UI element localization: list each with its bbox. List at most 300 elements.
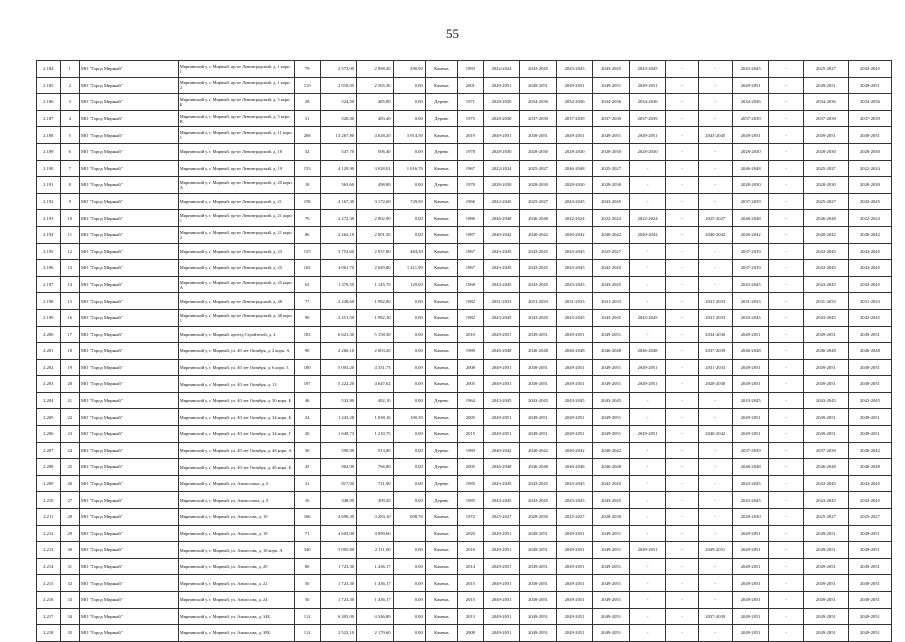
table-cell: 2043-2045 <box>483 243 520 260</box>
table-cell: 2049-2051 <box>520 542 557 559</box>
table-cell: 2043-2045 <box>520 260 557 277</box>
table-cell: 3 172,60 <box>357 193 394 210</box>
table-cell: - <box>769 61 803 78</box>
table-cell: 2049-2051 <box>593 376 630 393</box>
table-cell: 2049-2051 <box>483 592 520 609</box>
table-cell: - <box>769 193 803 210</box>
table-cell: - <box>698 459 732 476</box>
table-cell: 563,60 <box>320 177 357 194</box>
table-cell: 2040-2042 <box>520 442 557 459</box>
table-cell: - <box>769 592 803 609</box>
table-cell: 2049-2051 <box>593 409 630 426</box>
table-cell: - <box>629 160 666 177</box>
table-cell: Мирнинский у, г. Мирный, ул. Аммосова, д. 34Б <box>178 608 294 625</box>
table-cell: 158 <box>294 193 320 210</box>
table-cell: 2028-2030 <box>556 143 593 160</box>
table-cell: 2046-2048 <box>593 343 630 360</box>
table-cell: 16 <box>60 309 79 326</box>
table-cell: 2043-2045 <box>593 193 630 210</box>
table-cell: 2049-2051 <box>483 558 520 575</box>
table-cell: 2046-2048 <box>803 343 848 360</box>
table-cell: 2028-2030 <box>848 177 891 194</box>
table-cell: Камень <box>425 592 457 609</box>
table-cell: 18 <box>60 343 79 360</box>
table-cell: 2.187 <box>37 110 61 127</box>
table-cell: МО "Город Мирный" <box>79 260 178 277</box>
table-cell: Мирнинский у, г. Мирный, ул. Аммосова, д. 10 <box>178 509 294 526</box>
table-cell: 80 <box>294 558 320 575</box>
table-cell: 1964 <box>458 392 484 409</box>
table-cell: 45 <box>294 459 320 476</box>
table-cell: 2049-2051 <box>848 127 891 144</box>
table-cell: 0,00 <box>393 492 425 509</box>
table-cell: 2005 <box>458 376 484 393</box>
table-cell: 2043-2045 <box>520 243 557 260</box>
table-cell: 2049-2051 <box>520 575 557 592</box>
table-cell: 110 <box>294 77 320 94</box>
table-cell: 1 982,10 <box>357 309 394 326</box>
table-cell: 22 <box>60 409 79 426</box>
table-cell: 33 <box>60 592 79 609</box>
table-cell: 2049-2051 <box>593 592 630 609</box>
table-cell: - <box>666 509 698 526</box>
table-body <box>37 61 892 642</box>
table-cell: - <box>666 376 698 393</box>
table-row <box>37 459 892 476</box>
table-cell: 2.201 <box>37 343 61 360</box>
table-cell: - <box>769 426 803 443</box>
table-cell: 2028-2030 <box>629 143 666 160</box>
table-cell: - <box>769 309 803 326</box>
table-cell: Мирнинский у, г. Мирный, пр-кт Ленинградский, д. 23 <box>178 243 294 260</box>
table-cell: Камень <box>425 210 457 227</box>
table-cell: 2043-2045 <box>803 260 848 277</box>
table-cell: МО "Город Мирный" <box>79 442 178 459</box>
table-cell: 2005 <box>458 459 484 476</box>
table-cell: - <box>666 226 698 243</box>
table-cell: - <box>769 94 803 111</box>
table-row <box>37 558 892 575</box>
table-cell: - <box>698 625 732 642</box>
table-cell: 4 167,30 <box>320 193 357 210</box>
table-cell: 26 <box>60 475 79 492</box>
table-cell: 1 436,17 <box>357 575 394 592</box>
table-cell: 2046-2048 <box>520 343 557 360</box>
table-cell: 506,40 <box>357 143 394 160</box>
table-cell: 31 <box>294 110 320 127</box>
table-cell: 2037-2039 <box>848 110 891 127</box>
table-cell: 2049-2051 <box>803 542 848 559</box>
table-cell: 70 <box>294 210 320 227</box>
table-cell: 2049-2051 <box>593 542 630 559</box>
table-cell: 2.200 <box>37 326 61 343</box>
table-cell: - <box>666 475 698 492</box>
table-cell: 2043-2045 <box>556 309 593 326</box>
table-cell: 1 <box>60 61 79 78</box>
table-cell: 2 003,20 <box>357 343 394 360</box>
table-cell: 2040-2042 <box>848 442 891 459</box>
table-cell: 2043-2045 <box>520 61 557 78</box>
table-cell: 1968 <box>458 276 484 293</box>
table-cell: 2049-2051 <box>520 625 557 642</box>
table-cell: 1985 <box>458 492 484 509</box>
table-row <box>37 260 892 277</box>
table-cell: 0,00 <box>393 475 425 492</box>
table-cell: - <box>629 409 666 426</box>
table-cell: - <box>698 442 732 459</box>
table-cell: 2049-2051 <box>629 376 666 393</box>
table-cell: 1971 <box>458 94 484 111</box>
table-cell: 2028-2030 <box>732 177 769 194</box>
table-row <box>37 177 892 194</box>
table-cell: МО "Город Мирный" <box>79 608 178 625</box>
table-cell: 2049-2051 <box>629 127 666 144</box>
table-cell: Мирнинский у, г. Мирный, проезд Стройтелей, д. 2 <box>178 326 294 343</box>
table-cell: - <box>629 177 666 194</box>
table-cell: 4 628,20 <box>357 127 394 144</box>
table-cell: 1 723,30 <box>320 575 357 592</box>
table-cell: - <box>666 61 698 78</box>
table-cell: 2 179,60 <box>357 625 394 642</box>
table-cell: - <box>698 492 732 509</box>
table-cell: 309,20 <box>357 492 394 509</box>
table-cell: 2025-2027 <box>593 160 630 177</box>
table-cell: 2.218 <box>37 625 61 642</box>
table-cell: 484,30 <box>393 243 425 260</box>
table-row <box>37 376 892 393</box>
table-cell: Мирнинский у, г. Мирный, ул. Аммосова, д. 18 корп. А <box>178 542 294 559</box>
table-cell: 2 248,60 <box>320 293 357 310</box>
table-cell: 2043-2045 <box>520 276 557 293</box>
table-cell: 0,00 <box>393 376 425 393</box>
table-cell: 19 <box>60 359 79 376</box>
table-cell: Мирнинский у, г. Мирный, ул. 40 лет Октября, д. 34 корп. Г <box>178 426 294 443</box>
table-cell: 2046-2048 <box>732 459 769 476</box>
table-cell: - <box>769 442 803 459</box>
table-cell: 2031-2033 <box>556 293 593 310</box>
table-cell: 3 283,10 <box>357 509 394 526</box>
table-cell: Мирнинский у, г. Мирный, ул. 40 лет Октября, д. 46 корп. А <box>178 442 294 459</box>
table-row <box>37 293 892 310</box>
table-cell: - <box>769 276 803 293</box>
table-cell: 904,90 <box>320 459 357 476</box>
table-cell: 2046-2048 <box>556 343 593 360</box>
table-cell: 2046-2048 <box>520 459 557 476</box>
table-cell: 2049-2051 <box>848 608 891 625</box>
table-cell: 2046-2048 <box>483 459 520 476</box>
table-cell: 10 <box>60 210 79 227</box>
table-cell: 2031-2033 <box>698 293 732 310</box>
table-cell: 2 002,90 <box>357 210 394 227</box>
table-cell: 79 <box>294 61 320 78</box>
table-cell: - <box>769 542 803 559</box>
table-cell: 2.216 <box>37 592 61 609</box>
table-cell: 2034-2036 <box>593 94 630 111</box>
table-row <box>37 575 892 592</box>
table-cell: 2.205 <box>37 409 61 426</box>
table-cell: 27 <box>60 492 79 509</box>
table-cell: 14 <box>60 276 79 293</box>
table-cell: 2049-2051 <box>803 376 848 393</box>
table-cell: 2013 <box>458 608 484 625</box>
table-cell: Камень <box>425 625 457 642</box>
table-cell: Мирнинский у, г. Мирный, ул. Аммосовых, д. 8 <box>178 492 294 509</box>
table-cell: - <box>629 492 666 509</box>
table-cell: 2043-2045 <box>483 392 520 409</box>
table-cell: 77 <box>294 293 320 310</box>
table-row <box>37 442 892 459</box>
table-cell: 2049-2051 <box>732 376 769 393</box>
table-cell: 2049-2051 <box>848 426 891 443</box>
table-cell: 2046-2048 <box>803 210 848 227</box>
table-cell: МО "Город Мирный" <box>79 193 178 210</box>
table-row <box>37 110 892 127</box>
table-cell: Дерево <box>425 177 457 194</box>
table-cell: - <box>769 243 803 260</box>
table-cell: 2 001,50 <box>357 226 394 243</box>
table-cell: 2037-2039 <box>732 110 769 127</box>
table-cell: 0,00 <box>393 94 425 111</box>
table-row <box>37 542 892 559</box>
table-cell: 2043-2045 <box>803 309 848 326</box>
table-cell: 2049-2051 <box>629 542 666 559</box>
table-cell: Дерево <box>425 459 457 476</box>
table-cell: 2025-2027 <box>483 509 520 526</box>
table-cell: 1 723,30 <box>320 558 357 575</box>
table-cell: - <box>629 592 666 609</box>
table-cell: 2046-2048 <box>483 210 520 227</box>
table-cell: 2 523,10 <box>320 625 357 642</box>
table-cell: 2015 <box>458 426 484 443</box>
table-cell: 0,00 <box>393 226 425 243</box>
table-cell: 2043-2045 <box>556 243 593 260</box>
table-cell: 2034-2036 <box>556 94 593 111</box>
table-cell: 29 <box>60 525 79 542</box>
table-cell: 2028-2030 <box>520 177 557 194</box>
table-cell: 2043-2045 <box>593 475 630 492</box>
table-cell: 2049-2051 <box>732 326 769 343</box>
table-cell: 2049-2051 <box>556 127 593 144</box>
table-cell: 2049-2051 <box>483 525 520 542</box>
table-cell: 2 251,50 <box>320 309 357 326</box>
table-cell: 4 647,62 <box>357 376 394 393</box>
table-cell: 2049-2051 <box>556 409 593 426</box>
table-cell: - <box>666 293 698 310</box>
table-cell: - <box>769 575 803 592</box>
table-cell: 5 <box>60 127 79 144</box>
table-cell: 2025-2027 <box>803 509 848 526</box>
table-cell: - <box>769 558 803 575</box>
table-cell: МО "Город Мирный" <box>79 509 178 526</box>
table-cell: 2015 <box>458 592 484 609</box>
table-cell: 2.217 <box>37 608 61 625</box>
table-cell: 0,00 <box>393 77 425 94</box>
table-cell: Мирнинский у, г. Мирный, пр-кт Ленинградский, д. 5 корп. В <box>178 110 294 127</box>
table-cell: 2043-2045 <box>732 492 769 509</box>
table-cell: 2043-2045 <box>803 243 848 260</box>
table-cell: 2037-2039 <box>629 110 666 127</box>
table-cell: 524,50 <box>320 94 357 111</box>
table-row <box>37 343 892 360</box>
table-cell: - <box>698 525 732 542</box>
table-cell: 2.212 <box>37 525 61 542</box>
table-cell: 2043-2045 <box>848 309 891 326</box>
table-cell: - <box>769 525 803 542</box>
table-cell: МО "Город Мирный" <box>79 392 178 409</box>
table-cell: - <box>769 177 803 194</box>
table-cell: - <box>769 293 803 310</box>
table-row <box>37 127 892 144</box>
table-cell: 2022-2024 <box>593 210 630 227</box>
table-cell: 13 267,80 <box>320 127 357 144</box>
table-cell: 2 565,30 <box>357 77 394 94</box>
table-row <box>37 193 892 210</box>
table-cell: 3 914,50 <box>393 127 425 144</box>
table-cell: Дерево <box>425 475 457 492</box>
table-cell: 0,00 <box>393 542 425 559</box>
table-cell: 0,00 <box>393 558 425 575</box>
table-cell: МО "Город Мирный" <box>79 592 178 609</box>
table-cell: - <box>698 177 732 194</box>
table-cell: - <box>666 625 698 642</box>
table-cell: 2049-2051 <box>520 426 557 443</box>
table-cell: 2049-2051 <box>556 359 593 376</box>
table-cell: 2031-2033 <box>848 293 891 310</box>
table-cell: 2028-2030 <box>483 177 520 194</box>
table-cell: 2049-2051 <box>556 326 593 343</box>
table-cell: 2049-2051 <box>803 625 848 642</box>
table-cell: 2049-2051 <box>803 77 848 94</box>
table-cell: - <box>629 575 666 592</box>
table-cell: Камень <box>425 243 457 260</box>
table-cell: Мирнинский у, г. Мирный, пр-кт Ленинградский, д. 20 корп. А <box>178 177 294 194</box>
table-cell: 498,80 <box>357 177 394 194</box>
table-cell: 2043-2045 <box>556 475 593 492</box>
table-cell: 2043-2045 <box>732 475 769 492</box>
table-cell: Камень <box>425 509 457 526</box>
table-cell: 2043-2045 <box>629 309 666 326</box>
table-cell: - <box>769 343 803 360</box>
table-cell: МО "Город Мирный" <box>79 409 178 426</box>
table-cell: - <box>629 392 666 409</box>
table-cell: - <box>629 276 666 293</box>
table-cell: 4 690,30 <box>320 509 357 526</box>
table-cell: 2049-2051 <box>556 625 593 642</box>
table-cell: 2.194 <box>37 226 61 243</box>
table-cell: 2049-2051 <box>520 608 557 625</box>
table-cell: Мирнинский у, г. Мирный, ул. Аммосова, д. 38Б <box>178 625 294 642</box>
table-cell: 2031-2033 <box>483 293 520 310</box>
table-cell: 2040-2042 <box>556 442 593 459</box>
table-cell: МО "Город Мирный" <box>79 309 178 326</box>
table-cell: 2049-2051 <box>848 359 891 376</box>
table-cell: 2028-2030 <box>803 143 848 160</box>
table-row <box>37 592 892 609</box>
table-cell: 2.209 <box>37 475 61 492</box>
table-cell: 2043-2045 <box>593 61 630 78</box>
table-cell: 2037-2039 <box>732 442 769 459</box>
table-cell: 16 <box>294 492 320 509</box>
table-cell: 5 003,20 <box>320 359 357 376</box>
table-cell: - <box>769 226 803 243</box>
table-row <box>37 94 892 111</box>
table-cell: Камень <box>425 77 457 94</box>
table-cell: 2005 <box>458 409 484 426</box>
table-cell: - <box>666 442 698 459</box>
table-cell: 2040-2042 <box>848 226 891 243</box>
table-cell: 2049-2051 <box>848 77 891 94</box>
table-cell: 2037-2039 <box>698 608 732 625</box>
table-cell: 2 <box>60 77 79 94</box>
table-cell: - <box>769 392 803 409</box>
table-cell: 5 222,20 <box>320 376 357 393</box>
table-cell: - <box>698 61 732 78</box>
table-cell: - <box>769 77 803 94</box>
table-cell: 2049-2051 <box>556 592 593 609</box>
table-cell: 2049-2051 <box>803 359 848 376</box>
table-cell: 1966 <box>458 193 484 210</box>
table-cell: Мирнинский у, г. Мирный, ул. 40 лет Октября, д. 34 корп. Б <box>178 409 294 426</box>
table-cell: 2008 <box>458 359 484 376</box>
table-cell: - <box>666 558 698 575</box>
table-cell: 2.198 <box>37 293 61 310</box>
table-cell: 2043-2045 <box>483 475 520 492</box>
table-cell: 2049-2051 <box>593 625 630 642</box>
table-cell: 2.185 <box>37 77 61 94</box>
table-cell: - <box>698 276 732 293</box>
table-cell: 0,00 <box>393 177 425 194</box>
table-cell: МО "Город Мирный" <box>79 343 178 360</box>
table-row <box>37 243 892 260</box>
table-cell: - <box>666 210 698 227</box>
table-cell: 2 262,10 <box>320 226 357 243</box>
table-cell: 2043-2045 <box>848 392 891 409</box>
table-cell: Мирнинский у, г. Мирный, пр-кт Ленинградский, д. 25 корп. А <box>178 276 294 293</box>
table-cell: МО "Город Мирный" <box>79 326 178 343</box>
table-cell: 18 <box>294 177 320 194</box>
table-cell: 100,30 <box>393 409 425 426</box>
table-cell: Мирнинский у, г. Мирный, пр-кт Ленинградский, д. 11 корп. 1 <box>178 127 294 144</box>
table-cell: 2028-2030 <box>520 509 557 526</box>
table-cell: 4 346,80 <box>357 608 394 625</box>
table-cell: 817,00 <box>320 475 357 492</box>
table-cell: 15 <box>60 293 79 310</box>
table-cell: - <box>666 177 698 194</box>
table-cell: 0,00 <box>393 210 425 227</box>
table-cell: 2037-2039 <box>732 193 769 210</box>
table-cell: 2001 <box>458 77 484 94</box>
table-cell: 2049-2051 <box>483 625 520 642</box>
table-cell: 2049-2051 <box>556 376 593 393</box>
table-cell: 2046-2048 <box>732 160 769 177</box>
table-cell: 3 028,01 <box>357 160 394 177</box>
table-cell: 0,00 <box>393 426 425 443</box>
table-cell: - <box>629 260 666 277</box>
table-cell: 2040-2042 <box>593 226 630 243</box>
table-cell: 28 <box>294 94 320 111</box>
table-cell: МО "Город Мирный" <box>79 94 178 111</box>
table-cell: 2.210 <box>37 492 61 509</box>
table-cell: - <box>769 326 803 343</box>
table-cell: Камень <box>425 260 457 277</box>
table-cell: 35 <box>60 625 79 642</box>
table-cell: 2043-2045 <box>520 492 557 509</box>
table-cell: 112 <box>294 608 320 625</box>
table-cell: Камень <box>425 525 457 542</box>
table-cell: - <box>698 77 732 94</box>
table-cell: 2025-2027 <box>556 509 593 526</box>
table-cell: Камень <box>425 575 457 592</box>
